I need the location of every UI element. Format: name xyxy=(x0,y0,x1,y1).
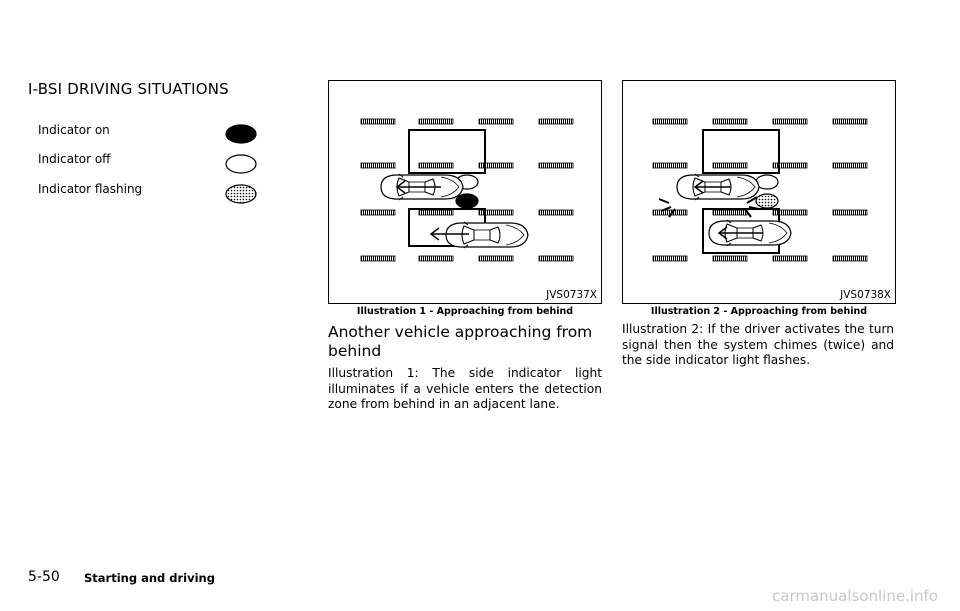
indicator-on-icon xyxy=(224,123,258,145)
page-number: 5-50 xyxy=(28,569,60,585)
legend-label-flashing: Indicator flashing xyxy=(38,182,143,196)
illustration-2 xyxy=(622,80,896,304)
indicator-flashing-icon xyxy=(224,183,258,205)
legend-label-on: Indicator on xyxy=(38,123,110,137)
illustration-2-drawing xyxy=(623,81,895,281)
figure-code: JVS0738X xyxy=(840,289,891,301)
watermark: carmanualsonline.info xyxy=(772,587,938,605)
paragraph-illustration-1: Illustration 1: The side indicator light illuminates if a vehicle enters the detection zone from behind in an adjacent lane. xyxy=(328,366,602,411)
indicator-off-icon xyxy=(224,153,258,175)
section-title: I-BSI DRIVING SITUATIONS xyxy=(28,80,229,98)
illustration-1-caption: Illustration 1 - Approaching from behind xyxy=(356,306,574,317)
chapter-title: Starting and driving xyxy=(84,571,215,585)
illustration-1 xyxy=(328,80,602,304)
illustration-2-caption: Illustration 2 - Approaching from behind xyxy=(650,306,868,317)
legend-label-off: Indicator off xyxy=(38,152,111,166)
paragraph-illustration-2: Illustration 2: If the driver activates the turn signal then the system chimes (twice) and the side indicator light flashes. xyxy=(622,322,894,367)
figure-code: JVS0737X xyxy=(546,289,597,301)
sub-heading: Another vehicle approaching from behind xyxy=(328,323,593,360)
illustration-1-drawing xyxy=(329,81,601,281)
